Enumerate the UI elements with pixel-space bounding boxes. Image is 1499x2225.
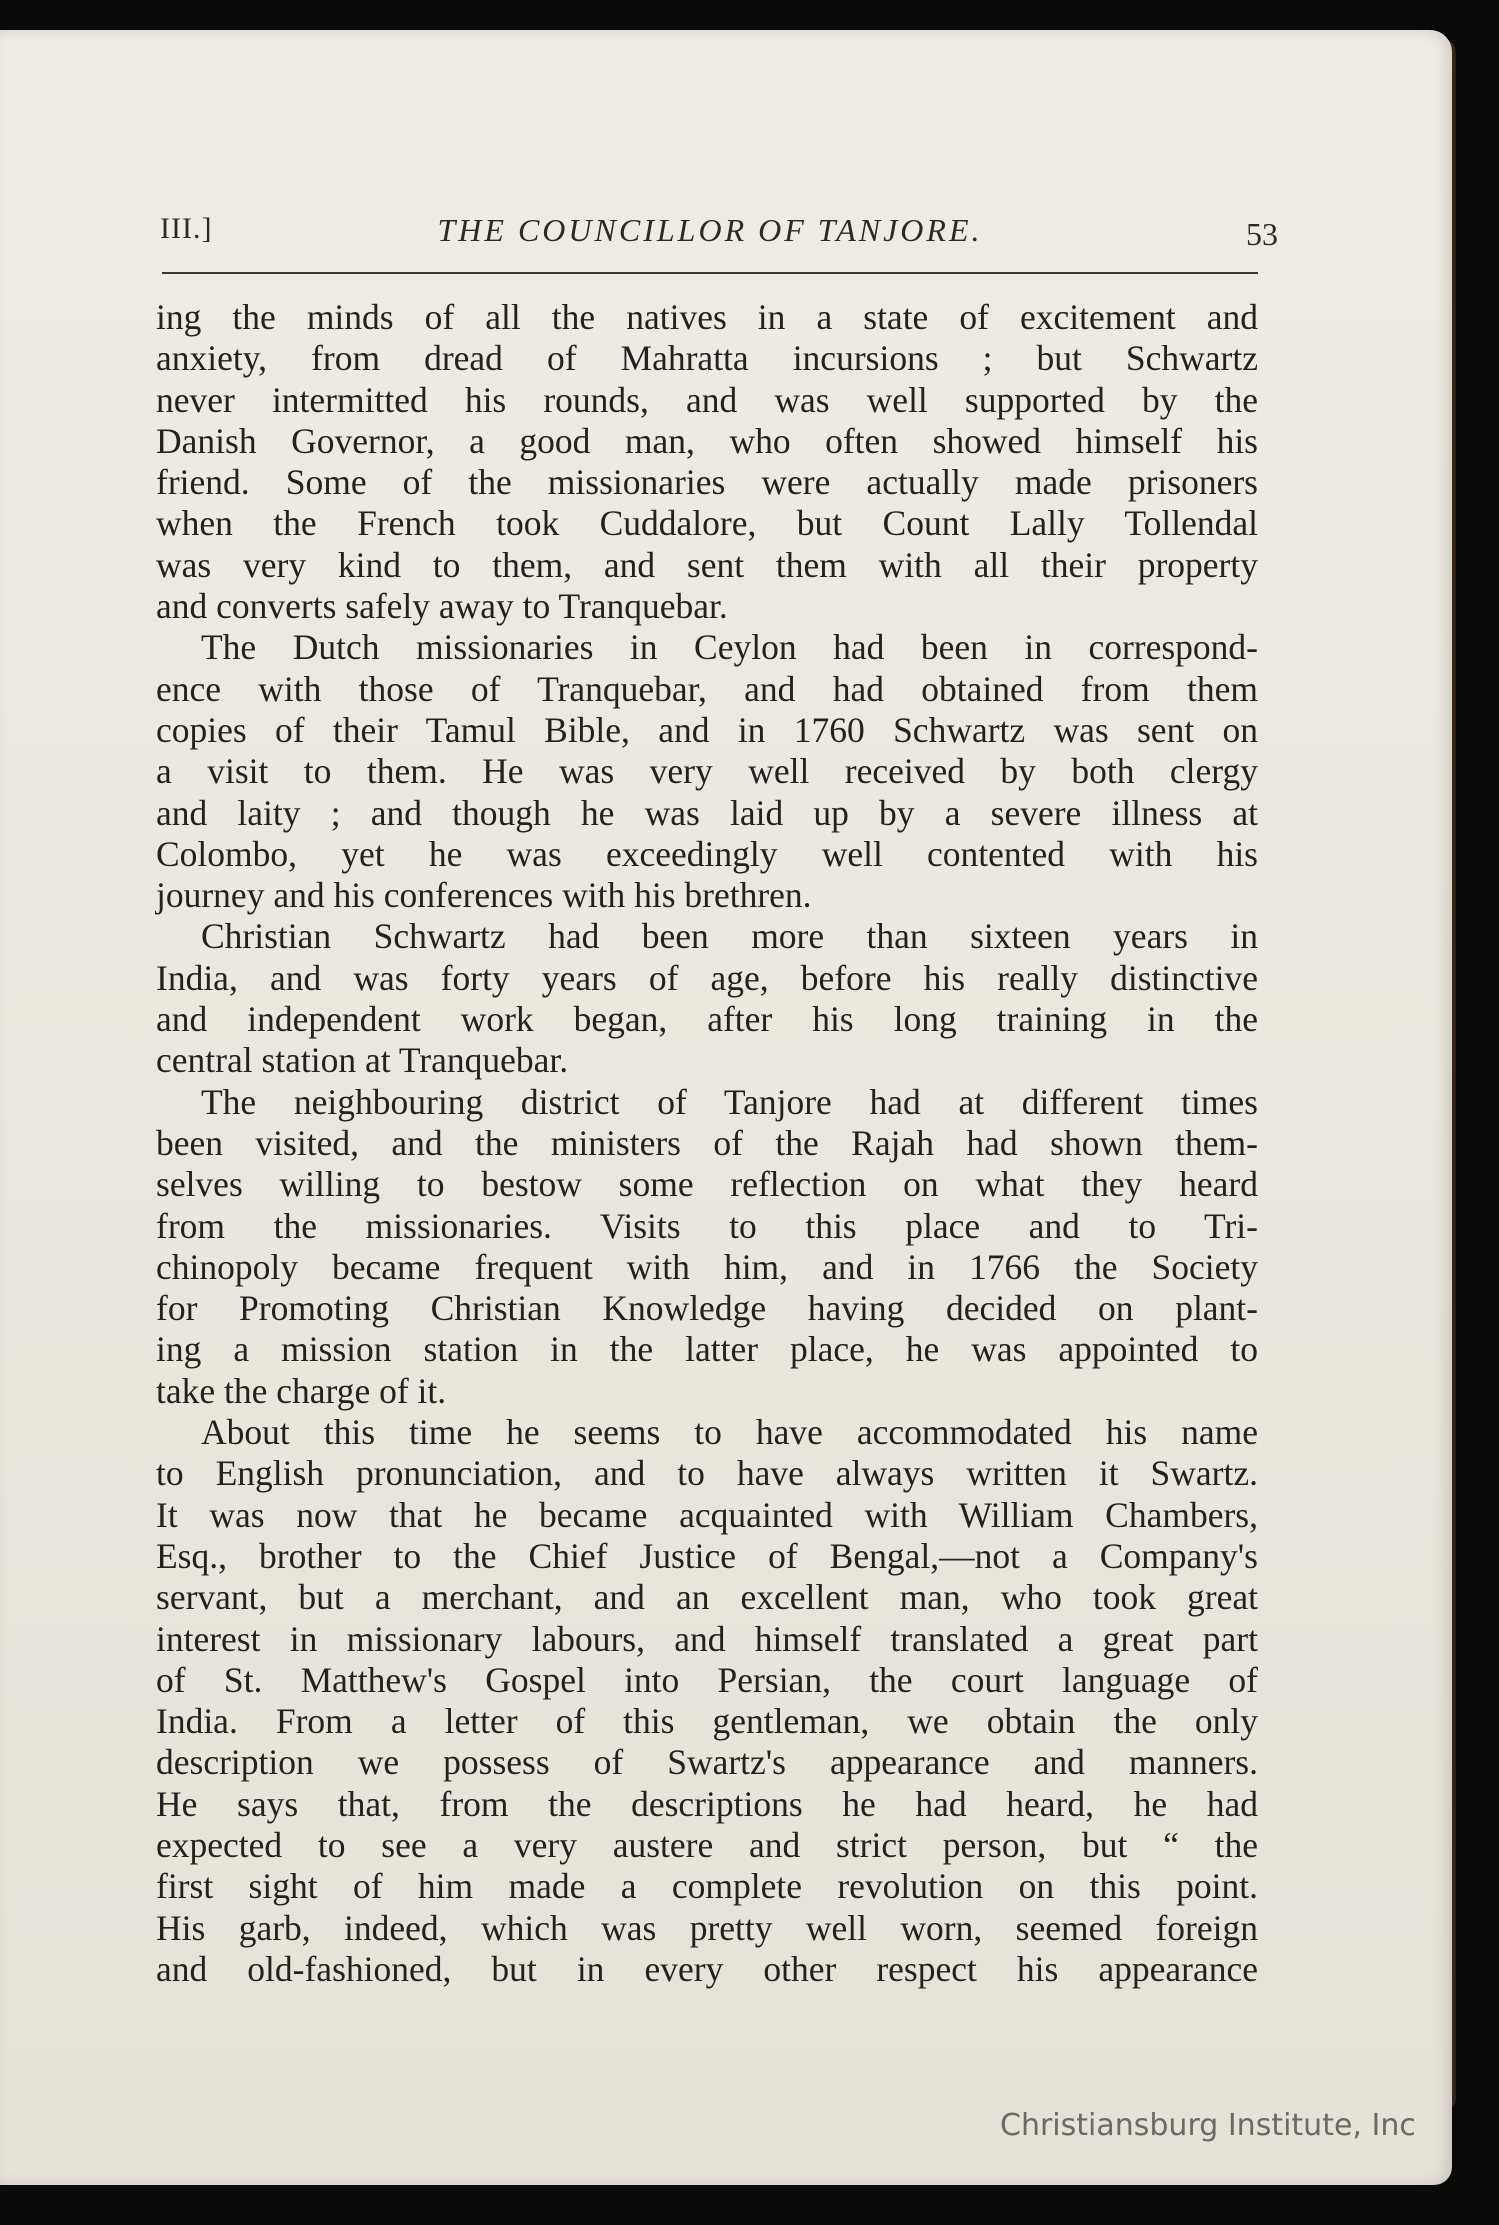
text-line: was very kind to them, and sent them with all their property — [156, 544, 1258, 585]
text-line: and laity ; and though he was laid up by a severe illness at — [156, 792, 1258, 833]
text-line: Christian Schwartz had been more than sixteen years in — [201, 916, 1258, 957]
text-line: copies of their Tamul Bible, and in 1760 Schwartz was sent on — [156, 709, 1258, 750]
text-line: chinopoly became frequent with him, and in 1766 the Society — [156, 1246, 1258, 1287]
text-line: friend. Some of the missionaries were actually made prisoners — [156, 462, 1258, 503]
text-line: a visit to them. He was very well received by both clergy — [156, 751, 1258, 792]
text-line: for Promoting Christian Knowledge having decided on plant- — [156, 1288, 1258, 1329]
chapter-number: III.] — [160, 212, 213, 245]
text-line: when the French took Cuddalore, but Count Lally Tollendal — [156, 503, 1258, 544]
text-line: The Dutch missionaries in Ceylon had been in correspond- — [201, 627, 1258, 668]
text-line: ence with those of Tranquebar, and had obtained from them — [156, 668, 1258, 709]
text-line: anxiety, from dread of Mahratta incursions ; but Schwartz — [156, 338, 1258, 379]
text-line: and converts safely away to Tranquebar. — [156, 586, 728, 627]
text-line: central station at Tranquebar. — [156, 1040, 569, 1081]
text-line: ing a mission station in the latter place, he was appointed to — [156, 1329, 1258, 1370]
text-line: expected to see a very austere and strict person, but “ the — [156, 1824, 1258, 1865]
text-line: His garb, indeed, which was pretty well worn, seemed foreign — [156, 1907, 1258, 1948]
text-line: first sight of him made a complete revolution on this point. — [156, 1866, 1258, 1907]
page-number: 53 — [1246, 216, 1278, 252]
text-line: Danish Governor, a good man, who often showed himself his — [156, 420, 1258, 461]
text-line: Colombo, yet he was exceedingly well contented with his — [156, 833, 1258, 874]
text-line: journey and his conferences with his brethren. — [156, 875, 812, 916]
text-line: It was now that he became acquainted with William Chambers, — [156, 1494, 1258, 1535]
text-line: of St. Matthew's Gospel into Persian, the court language of — [156, 1659, 1258, 1700]
text-line: selves willing to bestow some reflection on what they heard — [156, 1164, 1258, 1205]
watermark: Christiansburg Institute, Inc — [1000, 2108, 1416, 2143]
text-line: never intermitted his rounds, and was well supported by the — [156, 379, 1258, 420]
text-line: been visited, and the ministers of the Rajah had shown them- — [156, 1122, 1258, 1163]
running-title: THE COUNCILLOR OF TANJORE. — [437, 212, 983, 248]
text-line: Esq., brother to the Chief Justice of Bengal,—not a Company's — [156, 1535, 1258, 1576]
text-line: to English pronunciation, and to have always written it Swartz. — [156, 1453, 1258, 1494]
text-line: He says that, from the descriptions he had heard, he had — [156, 1783, 1258, 1824]
text-line: India. From a letter of this gentleman, we obtain the only — [156, 1701, 1258, 1742]
text-line: description we possess of Swartz's appearance and manners. — [156, 1742, 1258, 1783]
text-line: and independent work began, after his long training in the — [156, 999, 1258, 1040]
text-line: from the missionaries. Visits to this place and to Tri- — [156, 1205, 1258, 1246]
text-line: and old-fashioned, but in every other respect his appearance — [156, 1948, 1258, 1989]
text-line: ing the minds of all the natives in a state of excitement and — [156, 297, 1258, 337]
text-line: take the charge of it. — [156, 1370, 447, 1411]
header-rule — [162, 272, 1258, 274]
text-line: servant, but a merchant, and an excellent man, who took great — [156, 1577, 1258, 1618]
text-line: About this time he seems to have accommodated his name — [201, 1412, 1258, 1453]
running-header — [160, 212, 1278, 262]
text-line: interest in missionary labours, and himself translated a great part — [156, 1618, 1258, 1659]
body-text — [156, 297, 1258, 1990]
text-line: The neighbouring district of Tanjore had at different times — [201, 1081, 1258, 1122]
text-line: India, and was forty years of age, before his really distinctive — [156, 957, 1258, 998]
